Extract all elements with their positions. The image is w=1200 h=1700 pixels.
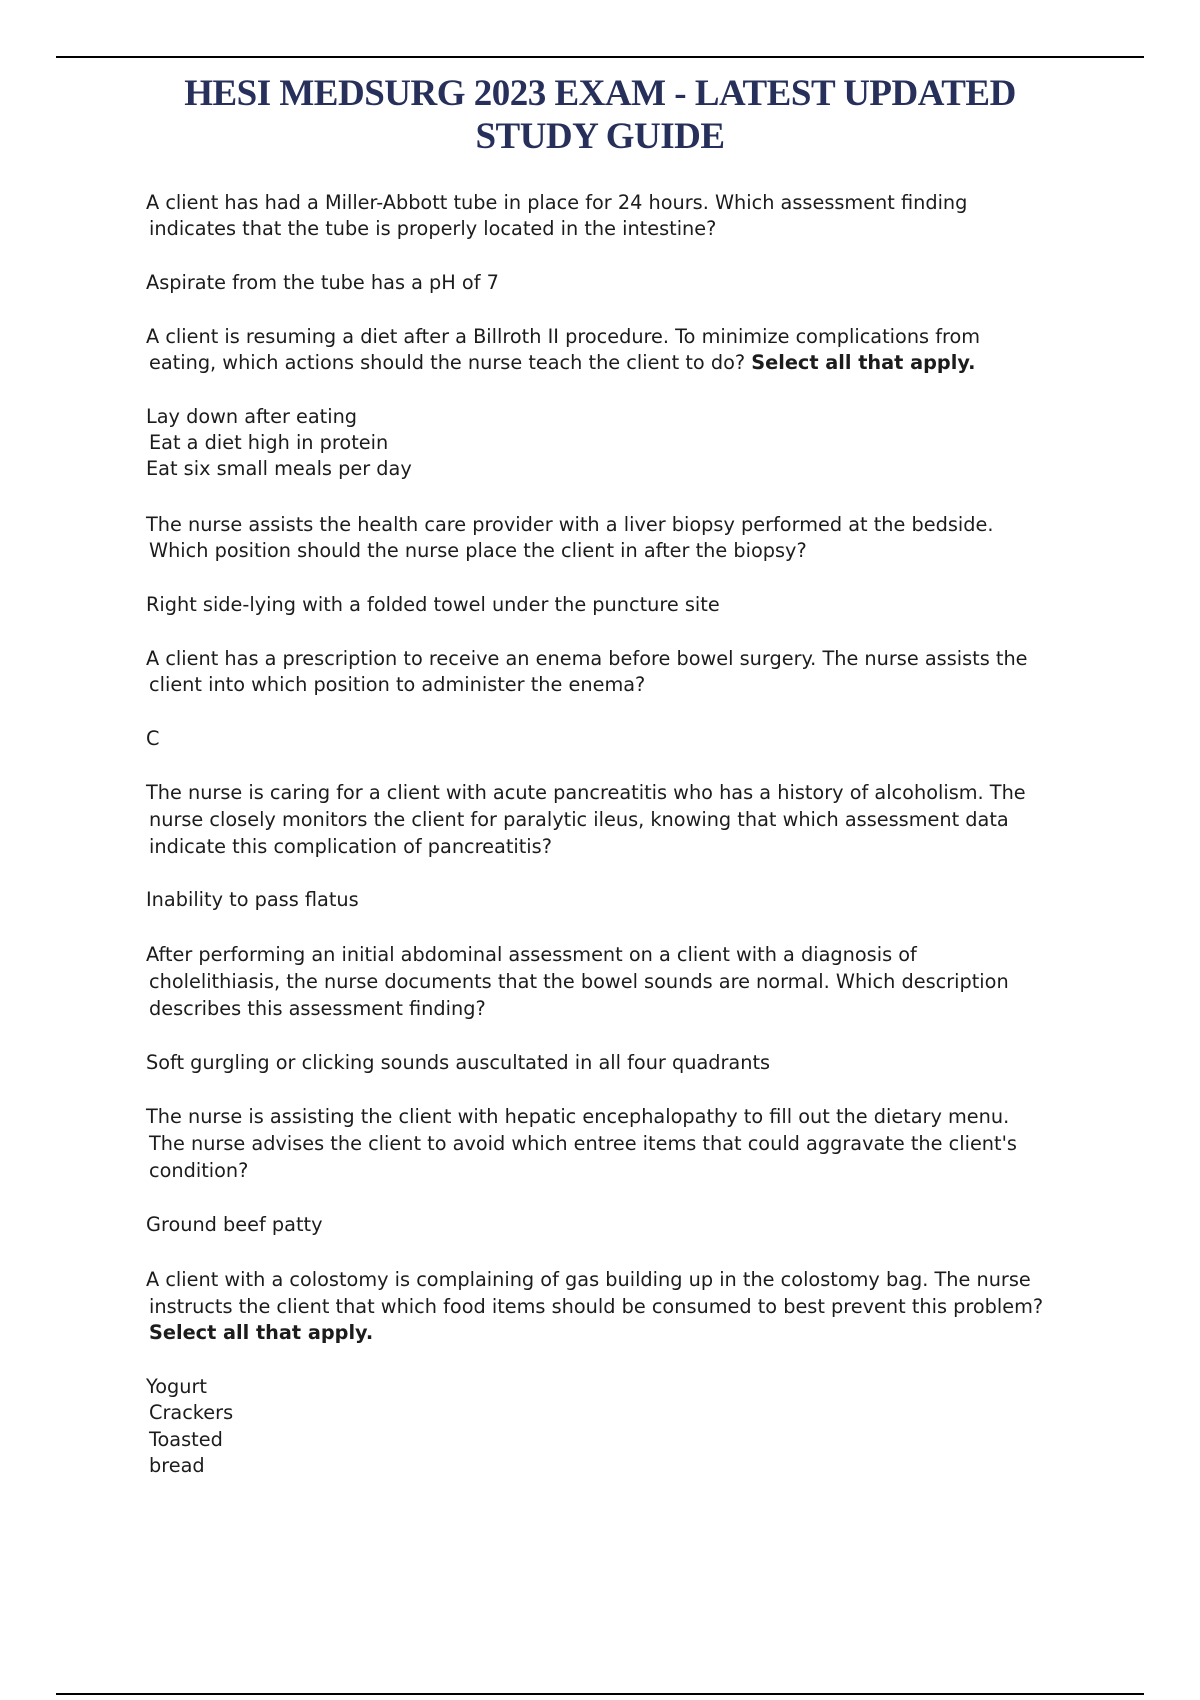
title-line-1: HESI MEDSURG 2023 EXAM - LATEST UPDATED (184, 73, 1016, 114)
question-4-line-2: client into which position to administer the enema? (149, 673, 646, 696)
answer-2-item: Eat six small meals per day (146, 457, 412, 480)
question-4-line-1: A client has a prescription to receive an enema before bowel surgery. The nurse assists the (146, 647, 1028, 670)
answer-2-item: Lay down after eating (146, 405, 358, 428)
answer-8-item: Toasted (149, 1428, 223, 1451)
question-6-line-1: After performing an initial abdominal assessment on a client with a diagnosis of (146, 943, 917, 966)
question-5-line-2: nurse closely monitors the client for paralytic ileus, knowing that which assessment data (149, 808, 1009, 831)
question-2-line-2 (149, 350, 975, 376)
question-6-line-2: cholelithiasis, the nurse documents that the bowel sounds are normal. Which description (149, 970, 1009, 993)
answer-1: Aspirate from the tube has a pH of 7 (146, 271, 499, 294)
answer-2-item: Eat a diet high in protein (149, 431, 389, 454)
answer-5: Inability to pass flatus (146, 888, 359, 911)
answer-7: Ground beef patty (146, 1213, 323, 1236)
question-1-line-1: A client has had a Miller-Abbott tube in place for 24 hours. Which assessment finding (146, 191, 968, 214)
question-7-line-2: The nurse advises the client to avoid which entree items that could aggravate the client's (149, 1132, 1017, 1155)
question-7-line-3: condition? (149, 1159, 249, 1182)
question-1-line-2: indicates that the tube is properly located in the intestine? (149, 217, 717, 240)
question-3-line-1: The nurse assists the health care provider with a liver biopsy performed at the bedside. (146, 513, 994, 536)
top-rule (56, 56, 1144, 58)
question-5-line-3: indicate this complication of pancreatitis? (149, 835, 552, 858)
answer-8-item: Crackers (149, 1401, 234, 1424)
title-line-2: STUDY GUIDE (475, 116, 725, 157)
question-3-line-2: Which position should the nurse place the client in after the biopsy? (149, 539, 807, 562)
question-7-line-1: The nurse is assisting the client with hepatic encephalopathy to fill out the dietary menu. (146, 1105, 1010, 1128)
question-2-line-1: A client is resuming a diet after a Billroth II procedure. To minimize complications from (146, 325, 981, 348)
answer-6: Soft gurgling or clicking sounds auscultated in all four quadrants (146, 1051, 771, 1074)
bottom-rule (56, 1693, 1144, 1695)
question-2-text: eating, which actions should the nurse teach the client to do? (149, 351, 746, 374)
answer-3: Right side-lying with a folded towel under the puncture site (146, 593, 720, 616)
question-6-line-3: describes this assessment finding? (149, 997, 486, 1020)
select-all-text: Select all that apply. (149, 1321, 374, 1344)
answer-8-item: bread (149, 1454, 205, 1477)
question-8-line-2: instructs the client that which food items should be consumed to best prevent this problem? (149, 1295, 1044, 1318)
answer-4: C (146, 727, 160, 750)
question-8-line-1: A client with a colostomy is complaining of gas building up in the colostomy bag. The nurse (146, 1268, 1031, 1291)
select-all-note: Select all that apply. (751, 351, 976, 374)
document-title (0, 72, 1200, 158)
select-all-note (149, 1320, 373, 1346)
question-5-line-1: The nurse is caring for a client with acute pancreatitis who has a history of alcoholism. The (146, 781, 1026, 804)
answer-8-item: Yogurt (146, 1375, 207, 1398)
